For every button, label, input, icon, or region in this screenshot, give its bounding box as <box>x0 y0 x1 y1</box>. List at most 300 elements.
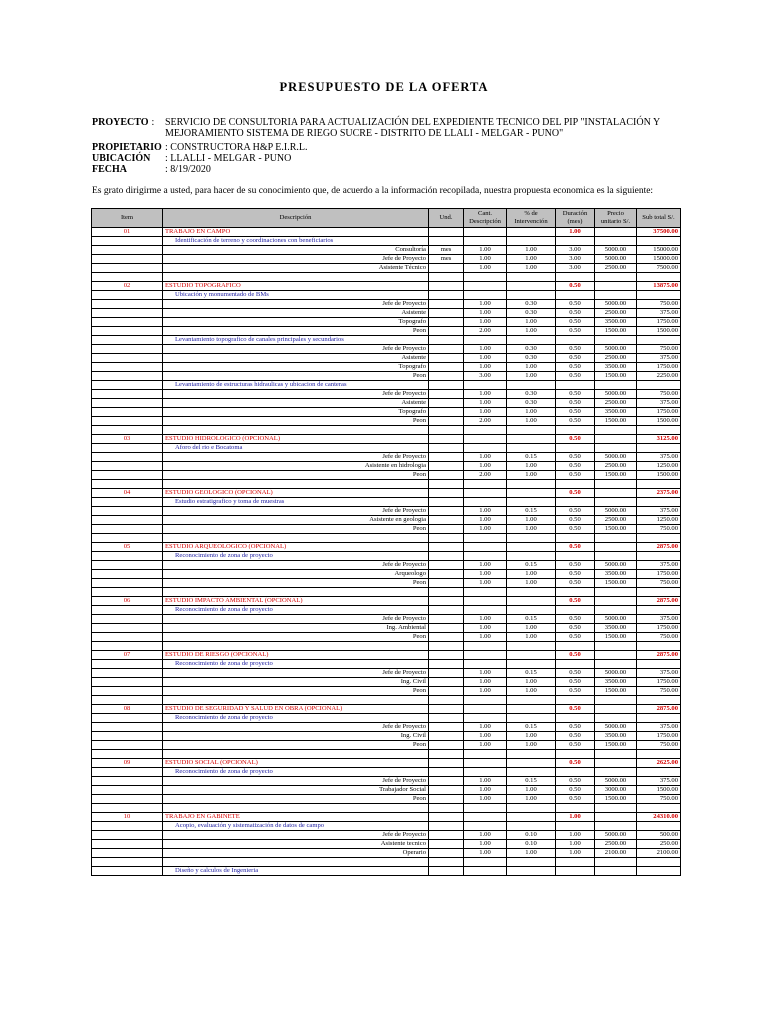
cell-dur: 0.50 <box>556 687 595 696</box>
cell-dur: 0.50 <box>556 435 595 444</box>
table-row <box>92 462 681 471</box>
cell-desc <box>163 426 429 435</box>
cell-sub: 1750.00 <box>637 624 681 633</box>
cell-sub <box>637 606 681 615</box>
cell-desc: Peon <box>163 579 429 588</box>
cell-desc: Peon <box>163 372 429 381</box>
cell-item <box>92 255 163 264</box>
cell-pct <box>507 813 556 822</box>
cell-und <box>429 318 464 327</box>
cell-dur: 0.50 <box>556 723 595 732</box>
cell-item <box>92 588 163 597</box>
cell-cant <box>464 228 507 237</box>
cell-dur <box>556 336 595 345</box>
cell-pu <box>595 714 637 723</box>
cell-pct: 0.30 <box>507 354 556 363</box>
cell-und <box>429 381 464 390</box>
cell-desc <box>163 480 429 489</box>
cell-pu <box>595 291 637 300</box>
cell-pu: 5000.00 <box>595 390 637 399</box>
cell-item <box>92 498 163 507</box>
cell-cant: 1.00 <box>464 777 507 786</box>
cell-desc: Jefe de Proyecto <box>163 390 429 399</box>
cell-item <box>92 660 163 669</box>
cell-item <box>92 561 163 570</box>
page-title: PRESUPUESTO DE LA OFERTA <box>279 80 489 94</box>
cell-und <box>429 552 464 561</box>
cell-pct: 1.00 <box>507 318 556 327</box>
cell-sub <box>637 273 681 282</box>
cell-item: 06 <box>92 597 163 606</box>
blank-row <box>92 588 681 597</box>
cell-sub: 375.00 <box>637 507 681 516</box>
cell-sub: 750.00 <box>637 579 681 588</box>
cell-pct: 1.00 <box>507 633 556 642</box>
cell-cant <box>464 714 507 723</box>
cell-sub <box>637 867 681 876</box>
table-row <box>92 300 681 309</box>
activity-row <box>92 714 681 723</box>
cell-pct: 0.15 <box>507 507 556 516</box>
cell-dur: 0.50 <box>556 327 595 336</box>
cell-sub: 375.00 <box>637 309 681 318</box>
activity-row <box>92 498 681 507</box>
cell-und <box>429 795 464 804</box>
ubicacion-value: : LLALLI - MELGAR - PUNO <box>165 153 292 164</box>
cell-item <box>92 516 163 525</box>
cell-pu <box>595 282 637 291</box>
table-row <box>92 633 681 642</box>
table-row <box>92 849 681 858</box>
table-row <box>92 624 681 633</box>
cell-dur <box>556 534 595 543</box>
cell-sub <box>637 642 681 651</box>
cell-pu <box>595 804 637 813</box>
cell-item: 04 <box>92 489 163 498</box>
cell-dur: 0.50 <box>556 417 595 426</box>
cell-pct <box>507 714 556 723</box>
cell-desc: Operario <box>163 849 429 858</box>
blank-row <box>92 642 681 651</box>
section-row <box>92 759 681 768</box>
cell-pu: 5000.00 <box>595 453 637 462</box>
header-subtotal: Sub total S/. <box>637 209 681 228</box>
table-row <box>92 840 681 849</box>
cell-pct <box>507 822 556 831</box>
cell-desc: Topografo <box>163 408 429 417</box>
cell-pct: 0.30 <box>507 309 556 318</box>
cell-und <box>429 462 464 471</box>
cell-und <box>429 363 464 372</box>
header-precio: Precio unitario S/. <box>595 209 637 228</box>
cell-dur <box>556 237 595 246</box>
cell-dur <box>556 273 595 282</box>
cell-desc: ESTUDIO DE RIESGO (OPCIONAL) <box>163 651 429 660</box>
cell-und <box>429 642 464 651</box>
cell-desc: Asistente Técnico <box>163 264 429 273</box>
cell-sub: 1500.00 <box>637 786 681 795</box>
cell-item <box>92 750 163 759</box>
proyecto-label: PROYECTO : <box>92 117 155 128</box>
cell-desc: Asistente <box>163 399 429 408</box>
cell-und <box>429 849 464 858</box>
cell-cant <box>464 759 507 768</box>
cell-pct <box>507 696 556 705</box>
cell-pct: 1.00 <box>507 570 556 579</box>
cell-desc: Levantamiento de estructuras hidraulicas y ubicacion de canteras <box>163 381 429 390</box>
cell-cant: 1.00 <box>464 408 507 417</box>
cell-sub <box>637 768 681 777</box>
cell-pu: 5000.00 <box>595 561 637 570</box>
cell-sub: 375.00 <box>637 669 681 678</box>
cell-pu <box>595 822 637 831</box>
cell-item <box>92 327 163 336</box>
cell-item <box>92 840 163 849</box>
cell-cant <box>464 282 507 291</box>
cell-und <box>429 498 464 507</box>
cell-pct: 0.30 <box>507 390 556 399</box>
cell-item <box>92 381 163 390</box>
cell-item <box>92 291 163 300</box>
cell-pu <box>595 759 637 768</box>
cell-item <box>92 354 163 363</box>
cell-item <box>92 606 163 615</box>
cell-desc: Peon <box>163 687 429 696</box>
cell-pct <box>507 705 556 714</box>
cell-desc: Peon <box>163 795 429 804</box>
cell-pct: 0.15 <box>507 669 556 678</box>
cell-pu <box>595 867 637 876</box>
table-row <box>92 687 681 696</box>
cell-desc: Asistente <box>163 309 429 318</box>
cell-dur <box>556 291 595 300</box>
cell-und <box>429 354 464 363</box>
table-row <box>92 732 681 741</box>
activity-row <box>92 768 681 777</box>
cell-cant: 1.00 <box>464 561 507 570</box>
table-row <box>92 345 681 354</box>
cell-und <box>429 750 464 759</box>
cell-pu: 2500.00 <box>595 354 637 363</box>
section-row <box>92 597 681 606</box>
table-row <box>92 786 681 795</box>
cell-sub: 250.00 <box>637 840 681 849</box>
cell-item <box>92 399 163 408</box>
cell-dur <box>556 867 595 876</box>
cell-cant: 1.00 <box>464 633 507 642</box>
cell-pct: 0.10 <box>507 840 556 849</box>
table-row <box>92 417 681 426</box>
cell-pu <box>595 534 637 543</box>
cell-dur: 0.50 <box>556 669 595 678</box>
cell-und <box>429 732 464 741</box>
cell-dur: 0.50 <box>556 525 595 534</box>
cell-pct <box>507 858 556 867</box>
cell-und <box>429 408 464 417</box>
cell-pu <box>595 228 637 237</box>
section-row <box>92 813 681 822</box>
cell-item <box>92 390 163 399</box>
cell-und <box>429 543 464 552</box>
cell-item: 02 <box>92 282 163 291</box>
cell-pct: 0.15 <box>507 777 556 786</box>
cell-sub: 1500.00 <box>637 327 681 336</box>
cell-desc <box>163 696 429 705</box>
cell-und <box>429 507 464 516</box>
cell-pu: 3500.00 <box>595 678 637 687</box>
table-row <box>92 723 681 732</box>
cell-pct: 1.00 <box>507 363 556 372</box>
cell-und <box>429 372 464 381</box>
cell-und <box>429 516 464 525</box>
cell-pct <box>507 273 556 282</box>
propietario-label: PROPIETARIO <box>92 142 162 153</box>
cell-cant <box>464 696 507 705</box>
cell-dur: 0.50 <box>556 309 595 318</box>
cell-pct: 0.15 <box>507 561 556 570</box>
cell-dur: 0.50 <box>556 615 595 624</box>
cell-pct <box>507 750 556 759</box>
cell-item <box>92 822 163 831</box>
table-row <box>92 570 681 579</box>
cell-dur: 0.50 <box>556 462 595 471</box>
cell-desc: ESTUDIO DE SEGURIDAD Y SALUD EN OBRA (OPCIONAL) <box>163 705 429 714</box>
cell-sub: 2875.00 <box>637 651 681 660</box>
cell-sub <box>637 498 681 507</box>
cell-pct: 1.00 <box>507 624 556 633</box>
cell-pct: 1.00 <box>507 264 556 273</box>
cell-desc: ESTUDIO IMPACTO AMBIENTAL (OPCIONAL) <box>163 597 429 606</box>
cell-sub: 2250.00 <box>637 372 681 381</box>
cell-pu <box>595 552 637 561</box>
cell-pct: 1.00 <box>507 408 556 417</box>
cell-sub: 375.00 <box>637 615 681 624</box>
cell-desc: Estudio estratigrafico y toma de muestras <box>163 498 429 507</box>
cell-sub <box>637 588 681 597</box>
cell-pct: 1.00 <box>507 417 556 426</box>
cell-item <box>92 444 163 453</box>
cell-dur: 0.50 <box>556 516 595 525</box>
cell-pu: 2100.00 <box>595 849 637 858</box>
table-row <box>92 354 681 363</box>
cell-und <box>429 777 464 786</box>
cell-item <box>92 273 163 282</box>
cell-sub: 2375.00 <box>637 489 681 498</box>
cell-sub: 750.00 <box>637 300 681 309</box>
cell-und <box>429 741 464 750</box>
cell-und <box>429 705 464 714</box>
cell-cant: 1.00 <box>464 363 507 372</box>
cell-und <box>429 570 464 579</box>
cell-sub <box>637 336 681 345</box>
cell-sub: 375.00 <box>637 453 681 462</box>
cell-cant: 1.00 <box>464 390 507 399</box>
cell-sub: 375.00 <box>637 561 681 570</box>
table-row <box>92 327 681 336</box>
cell-item <box>92 309 163 318</box>
cell-item: 09 <box>92 759 163 768</box>
table-row <box>92 561 681 570</box>
cell-und <box>429 768 464 777</box>
cell-dur: 0.50 <box>556 390 595 399</box>
cell-pu <box>595 489 637 498</box>
cell-desc <box>163 273 429 282</box>
cell-cant <box>464 822 507 831</box>
cell-dur <box>556 750 595 759</box>
cell-und <box>429 525 464 534</box>
cell-cant: 1.00 <box>464 624 507 633</box>
cell-dur <box>556 498 595 507</box>
cell-sub: 15000.00 <box>637 255 681 264</box>
section-row <box>92 543 681 552</box>
cell-dur <box>556 426 595 435</box>
cell-cant <box>464 867 507 876</box>
table-row <box>92 318 681 327</box>
cell-desc <box>163 588 429 597</box>
cell-und <box>429 840 464 849</box>
cell-pct: 1.00 <box>507 255 556 264</box>
cell-desc: Reconocimiento de zona de proyecto <box>163 660 429 669</box>
cell-desc: Reconocimiento de zona de proyecto <box>163 606 429 615</box>
cell-pct <box>507 768 556 777</box>
cell-cant: 1.00 <box>464 840 507 849</box>
cell-dur <box>556 804 595 813</box>
cell-sub <box>637 291 681 300</box>
cell-pu <box>595 705 637 714</box>
cell-dur: 0.50 <box>556 372 595 381</box>
cell-cant: 1.00 <box>464 264 507 273</box>
header-item: Item <box>92 209 163 228</box>
cell-dur: 0.50 <box>556 732 595 741</box>
cell-und <box>429 228 464 237</box>
cell-desc: Jefe de Proyecto <box>163 255 429 264</box>
cell-dur: 0.50 <box>556 786 595 795</box>
cell-desc: Peon <box>163 327 429 336</box>
cell-desc <box>163 804 429 813</box>
cell-cant: 1.00 <box>464 795 507 804</box>
cell-item <box>92 768 163 777</box>
cell-pct: 1.00 <box>507 786 556 795</box>
cell-und <box>429 561 464 570</box>
blank-row <box>92 534 681 543</box>
cell-item <box>92 732 163 741</box>
header-descripcion: Descripción <box>163 209 429 228</box>
cell-pct <box>507 426 556 435</box>
cell-pu: 3500.00 <box>595 732 637 741</box>
cell-dur: 0.50 <box>556 705 595 714</box>
cell-sub: 500.00 <box>637 831 681 840</box>
cell-desc: TRABAJO EN CAMPO <box>163 228 429 237</box>
cell-pu <box>595 606 637 615</box>
header-cant: Cant. Descripción <box>464 209 507 228</box>
table-row <box>92 525 681 534</box>
cell-desc: Consultoría <box>163 246 429 255</box>
cell-cant <box>464 480 507 489</box>
proyecto-value-1: SERVICIO DE CONSULTORIA PARA ACTUALIZACIÓN DEL EXPEDIENTE TECNICO DEL PIP "INSTALACIÓN Y <box>165 117 661 128</box>
cell-item <box>92 507 163 516</box>
cell-sub: 750.00 <box>637 390 681 399</box>
cell-sub: 750.00 <box>637 687 681 696</box>
cell-pct: 1.00 <box>507 372 556 381</box>
cell-cant: 1.00 <box>464 246 507 255</box>
cell-und <box>429 687 464 696</box>
cell-item <box>92 246 163 255</box>
table-row <box>92 390 681 399</box>
cell-dur: 0.50 <box>556 489 595 498</box>
cell-desc: Asistente tecnico <box>163 840 429 849</box>
cell-cant: 1.00 <box>464 741 507 750</box>
cell-sub: 375.00 <box>637 399 681 408</box>
cell-dur: 1.00 <box>556 840 595 849</box>
cell-cant: 1.00 <box>464 255 507 264</box>
cell-cant: 1.00 <box>464 669 507 678</box>
cell-dur: 0.50 <box>556 345 595 354</box>
cell-pct: 0.15 <box>507 615 556 624</box>
cell-pu <box>595 237 637 246</box>
cell-cant <box>464 642 507 651</box>
cell-und <box>429 831 464 840</box>
cell-desc: Asistente en geologia <box>163 516 429 525</box>
cell-pct <box>507 606 556 615</box>
cell-und <box>429 588 464 597</box>
cell-desc: Jefe de Proyecto <box>163 831 429 840</box>
table-row <box>92 507 681 516</box>
cell-cant: 1.00 <box>464 309 507 318</box>
cell-pct <box>507 597 556 606</box>
cell-sub <box>637 426 681 435</box>
cell-desc: Jefe de Proyecto <box>163 345 429 354</box>
section-row <box>92 651 681 660</box>
cell-cant <box>464 660 507 669</box>
cell-desc: Jefe de Proyecto <box>163 453 429 462</box>
cell-pu <box>595 588 637 597</box>
cell-item <box>92 669 163 678</box>
table-row <box>92 246 681 255</box>
cell-pu: 5000.00 <box>595 669 637 678</box>
cell-pu <box>595 381 637 390</box>
cell-desc: Arqueologo <box>163 570 429 579</box>
cell-sub: 1750.00 <box>637 678 681 687</box>
cell-dur: 0.50 <box>556 363 595 372</box>
cell-pu: 3500.00 <box>595 318 637 327</box>
cell-cant <box>464 273 507 282</box>
cell-pu <box>595 273 637 282</box>
cell-cant: 1.00 <box>464 354 507 363</box>
cell-cant: 1.00 <box>464 318 507 327</box>
cell-dur: 3.00 <box>556 264 595 273</box>
cell-dur: 3.00 <box>556 246 595 255</box>
cell-sub <box>637 381 681 390</box>
cell-dur <box>556 714 595 723</box>
cell-pu <box>595 480 637 489</box>
cell-cant: 1.00 <box>464 516 507 525</box>
activity-row <box>92 291 681 300</box>
activity-row <box>92 552 681 561</box>
cell-desc: Reconocimiento de zona de proyecto <box>163 552 429 561</box>
cell-und <box>429 399 464 408</box>
cell-cant <box>464 804 507 813</box>
cell-desc: Jefe de Proyecto <box>163 723 429 732</box>
cell-und <box>429 345 464 354</box>
cell-desc: Jefe de Proyecto <box>163 615 429 624</box>
cell-pu: 2500.00 <box>595 309 637 318</box>
cell-pct <box>507 651 556 660</box>
cell-cant <box>464 858 507 867</box>
cell-und <box>429 669 464 678</box>
cell-item <box>92 480 163 489</box>
cell-pu: 5000.00 <box>595 345 637 354</box>
cell-dur: 0.50 <box>556 408 595 417</box>
